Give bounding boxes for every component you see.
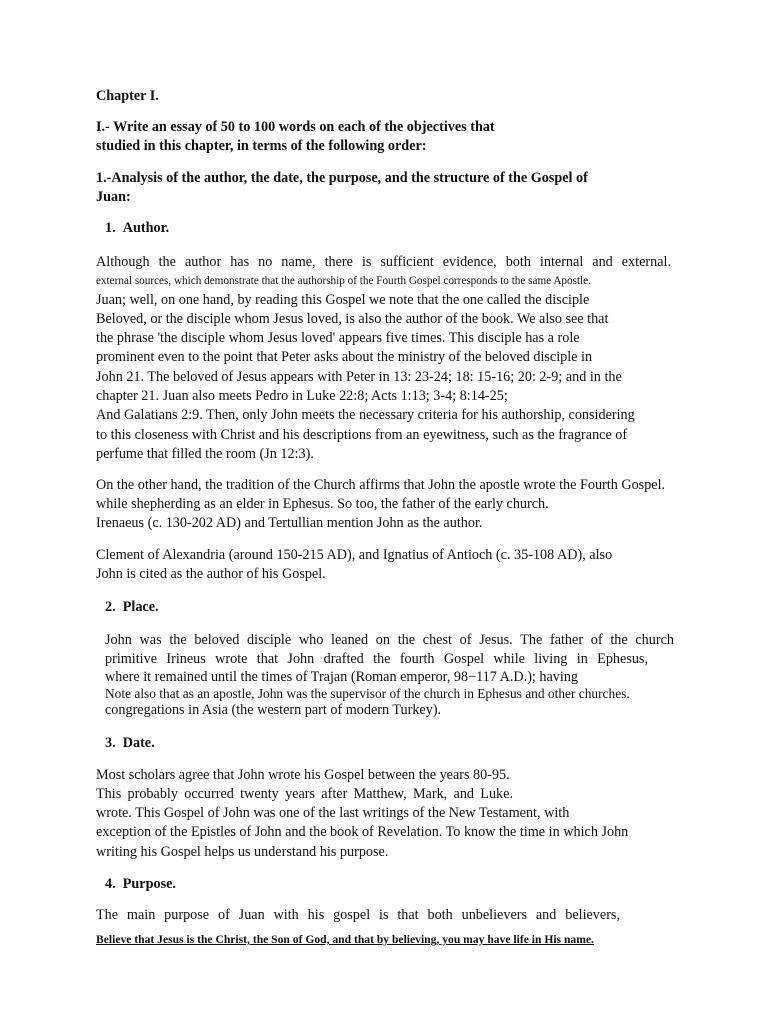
author-paragraph-line: Beloved, or the disciple whom Jesus loved, is also the author of the book. We also see that (96, 311, 609, 327)
place-paragraph-line: Note also that as an apostle, John was the supervisor of the church in Ephesus and other churches. (105, 686, 630, 701)
author-paragraph-line: perfume that filled the room (Jn 12:3). (96, 446, 314, 462)
author-paragraph-line: prominent even to the point that Peter asks about the ministry of the beloved disciple in (96, 349, 593, 365)
section-heading-date: 3. Date. (105, 735, 155, 751)
date-paragraph-line: Most scholars agree that John wrote his Gospel between the years 80-95. (96, 767, 510, 783)
author-paragraph-line: external sources, which demonstrate that the authorship of the Fourth Gospel corresponds to the same Apostle. (96, 275, 591, 287)
author-paragraph-line: the phrase 'the disciple whom Jesus loved' appears five times. This disciple has a role (96, 330, 580, 346)
place-paragraph-line: where it remained until the times of Trajan (Roman emperor, 98−117 A.D.); having (105, 669, 579, 685)
author-paragraph-line: Although the author has no name, there is sufficient evidence, both internal and external. (96, 254, 671, 270)
author-paragraph-line: John 21. The beloved of Jesus appears with Peter in 13: 23-24; 18: 15-16; 20: 2-9; and in the (96, 369, 622, 385)
section-heading-purpose: 4. Purpose. (105, 876, 176, 892)
instruction-line: studied in this chapter, in terms of the following order: (96, 138, 427, 154)
date-paragraph-line: writing his Gospel helps us understand his purpose. (96, 844, 389, 860)
author-clement-line: John is cited as the author of his Gospel. (96, 566, 326, 582)
author-paragraph-line: And Galatians 2:9. Then, only John meets the necessary criteria for his authorship, considering (96, 407, 635, 423)
analysis-heading-line: Juan: (96, 189, 131, 205)
author-paragraph-line: to this closeness with Christ and his descriptions from an eyewitness, such as the fragrance of (96, 427, 628, 443)
date-paragraph-line: wrote. This Gospel of John was one of the last writings of the New Testament, with (96, 805, 570, 821)
purpose-paragraph-line: The main purpose of Juan with his gospel is that both unbelievers and believers, (96, 907, 620, 923)
place-paragraph-line: John was the beloved disciple who leaned on the chest of Jesus. The father of the church (105, 632, 674, 648)
author-tradition-line: Irenaeus (c. 130-202 AD) and Tertullian mention John as the author. (96, 515, 483, 531)
place-paragraph-line: congregations in Asia (the western part of modern Turkey). (105, 702, 442, 718)
place-paragraph-line: primitive Irineus wrote that John drafted the fourth Gospel while living in Ephesus, (105, 651, 648, 667)
section-heading-place: 2. Place. (105, 599, 159, 615)
instruction-line: I.- Write an essay of 50 to 100 words on each of the objectives that (96, 119, 495, 135)
section-heading-author: 1. Author. (105, 220, 170, 236)
date-paragraph-line: exception of the Epistles of John and the book of Revelation. To know the time in which John (96, 824, 629, 840)
analysis-heading-line: 1.-Analysis of the author, the date, the purpose, and the structure of the Gospel of (96, 170, 588, 186)
author-paragraph-line: chapter 21. Juan also meets Pedro in Luke 22:8; Acts 1:13; 3-4; 8:14-25; (96, 388, 508, 404)
date-paragraph-line: This probably occurred twenty years after Matthew, Mark, and Luke. (96, 786, 513, 802)
author-tradition-line: while shepherding as an elder in Ephesus. So too, the father of the early church. (96, 496, 549, 512)
author-paragraph-line: Juan; well, on one hand, by reading this Gospel we note that the one called the disciple (96, 292, 590, 308)
author-tradition-line: On the other hand, the tradition of the Church affirms that John the apostle wrote the Fourth Gospel. (96, 477, 666, 493)
author-clement-line: Clement of Alexandria (around 150-215 AD), and Ignatius of Antioch (c. 35-108 AD), also (96, 547, 613, 563)
chapter-title: Chapter I. (96, 88, 159, 104)
purpose-key-verse: Believe that Jesus is the Christ, the Son of God, and that by believing, you may have life in His name. (96, 933, 594, 946)
